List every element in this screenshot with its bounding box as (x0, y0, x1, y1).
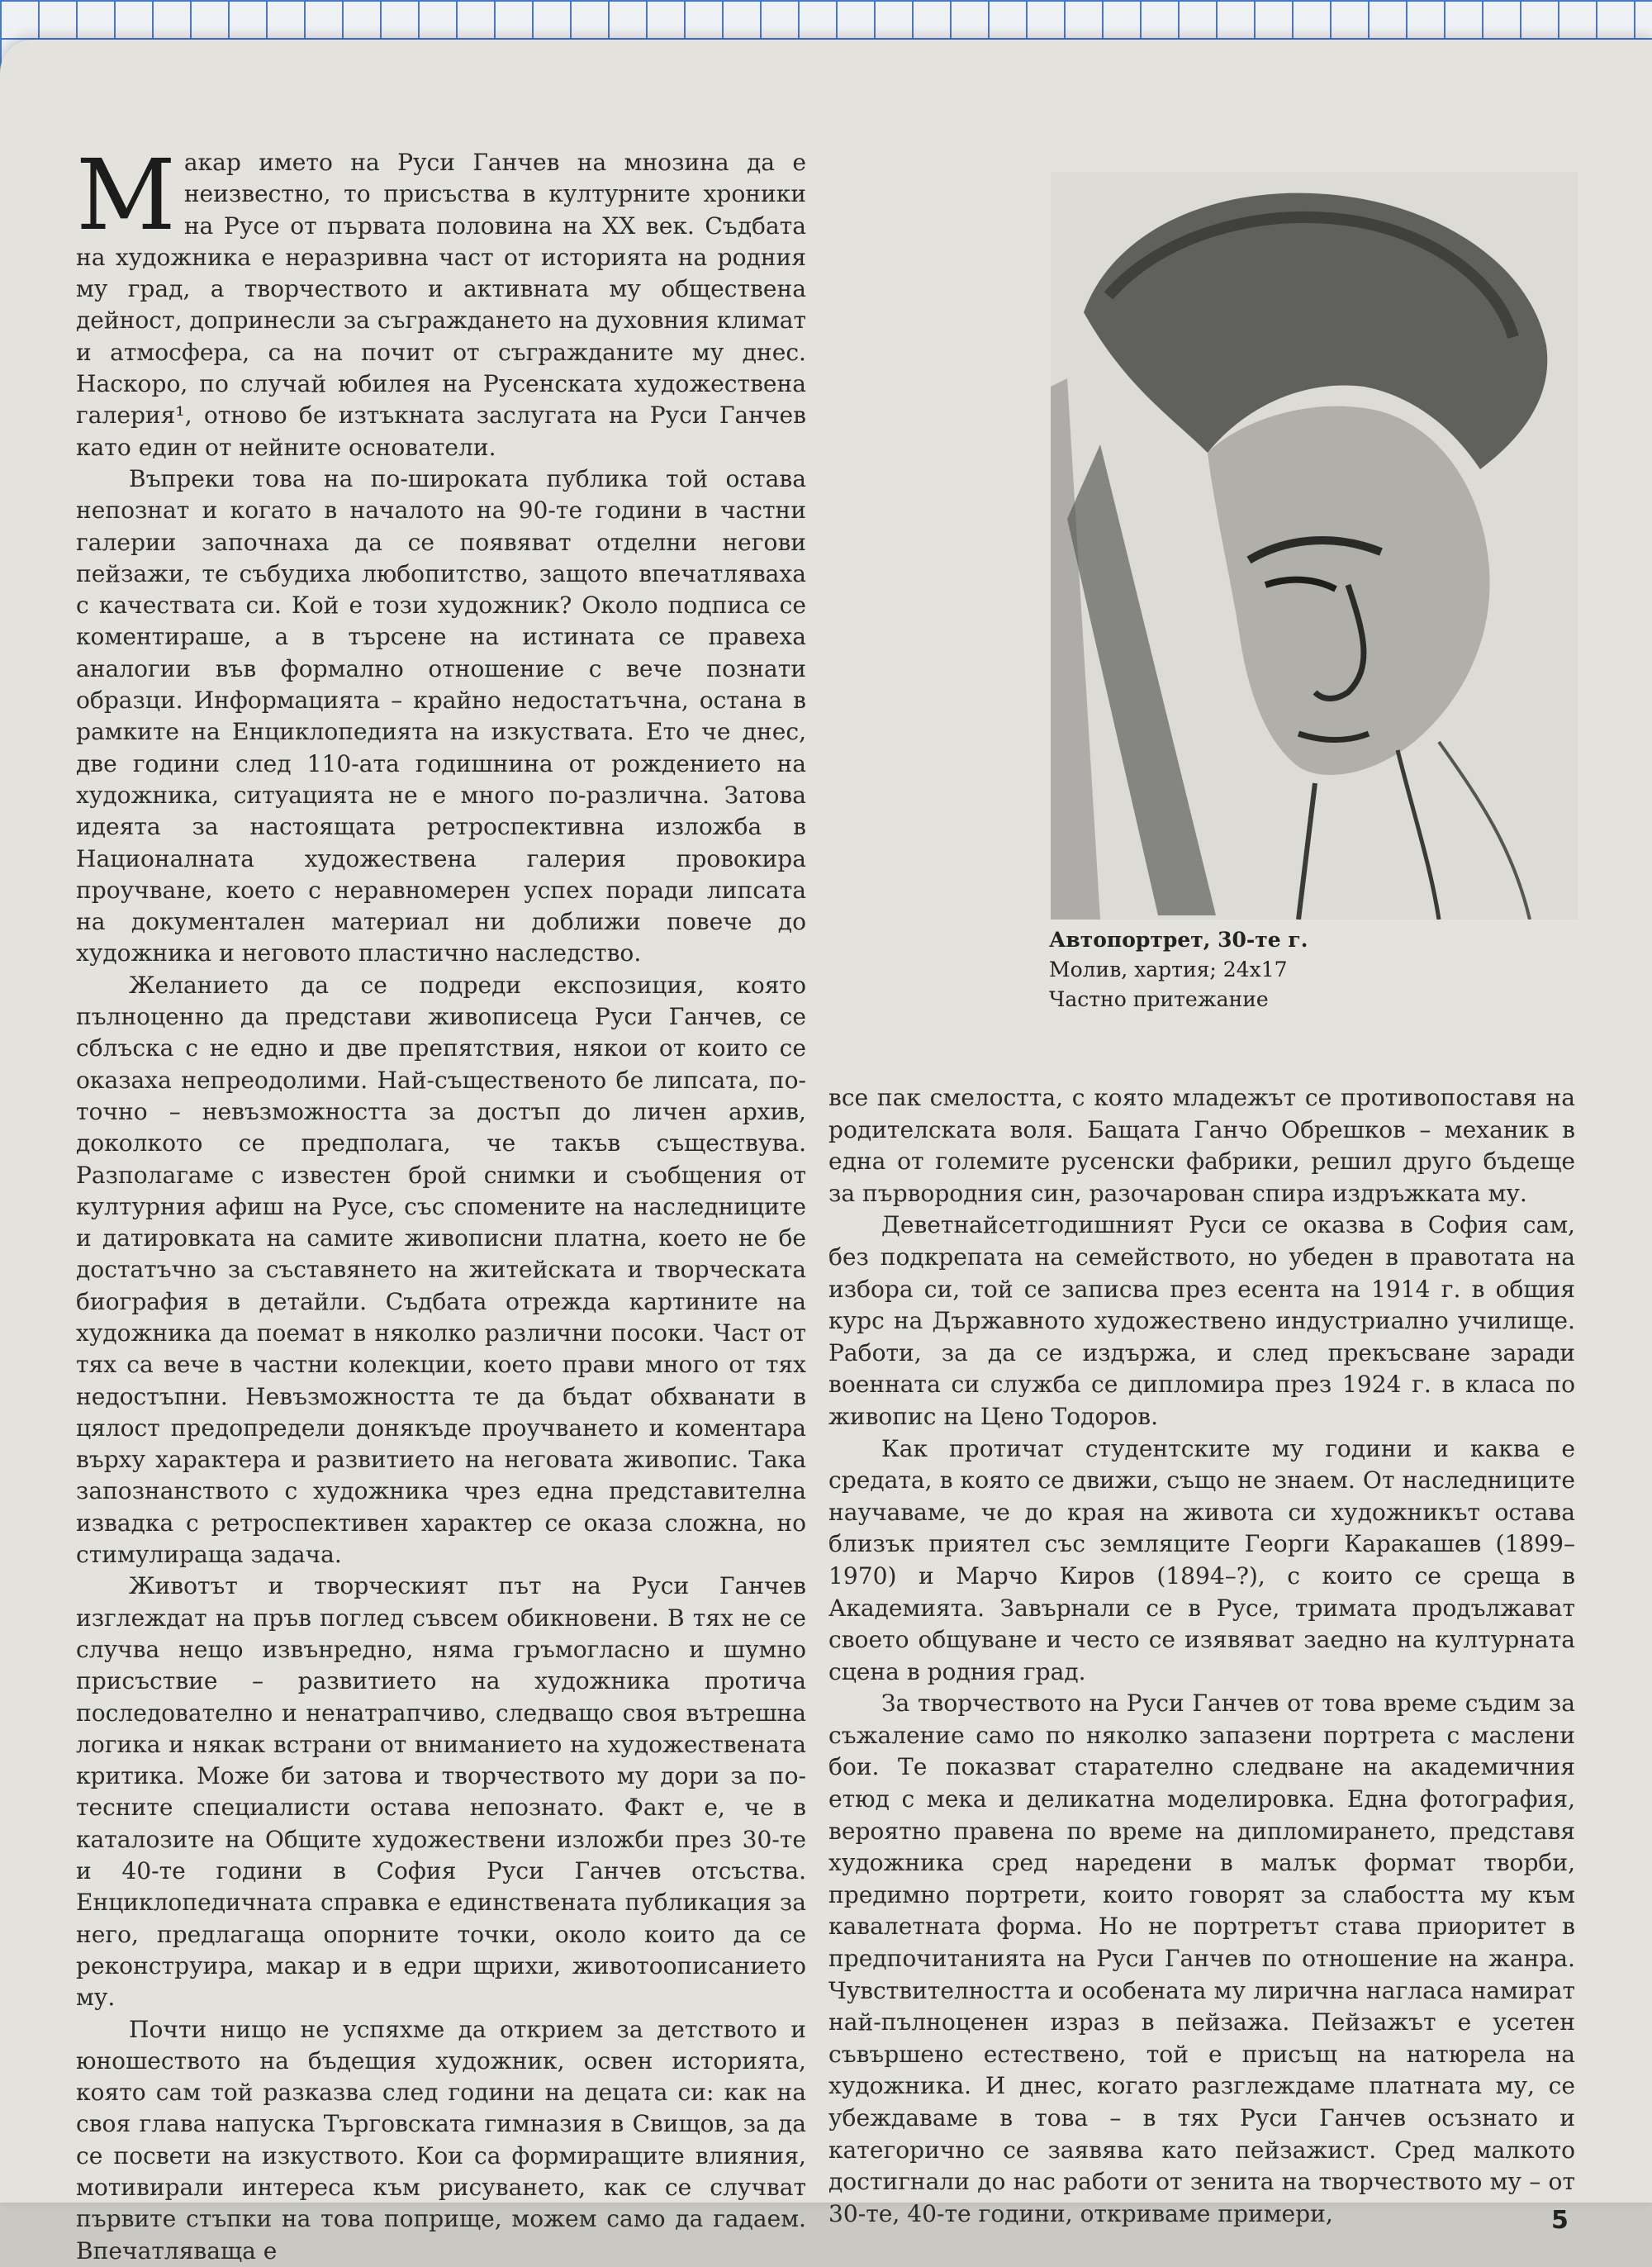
paragraph-8: Как протичат студентските му години и каква е средата, в която се движи, също не знаем. От наследниците научаваме, че до края на живота си художникът остава близък приятел със земляците Георги Каракашев (1899–1970) и Марчо Киров (1894–?), с които се среща в Академията. Завърнали се в Русе, тримата продължават своето общуване и често се изявяват заедно на културната сцена в родния град. (828, 1434, 1575, 1685)
book-page (0, 40, 1652, 2265)
drop-cap: М (76, 138, 176, 252)
paragraph-4: Животът и творческият път на Руси Ганчев изглеждат на пръв поглед съвсем обикновени. В тях не се случва нещо извънредно, няма гръмогласно и шумно присъствие – развитието на художника протича последователно и ненатрапчиво, следващо своя вътрешна логика и някак встрани от вниманието на художествената критика. Може би затова и творчеството му дори за по-тесните специалисти остава непознато. Факт е, че в каталозите на Общите художествени изложби през 30-те и 40-те години в София Руси Ганчев отсъства. Енциклопедичната справка е единствената публикация за него, предлагаща опорните точки, около които да се реконструира, макар и в едри щрихи, животоописанието му. (76, 1572, 806, 2012)
paragraph-2: Въпреки това на по-широката публика той остава непознат и когато в началото на 90-те години в частни галерии започнаха да се появяват отделни негови пейзажи, те събудиха любопитство, защото впечатляваха с качествата си. Кой е този художник? Около подписа се коментираше, а в търсене на истината се правеха аналогии във формално отношение с вече познати образци. Информацията – крайно недостатъчна, остана в рамките на Енциклопедията на изкуствата. Ето че днес, две години след 110-ата годишнина от рождението на художника, ситуацията не е много по-различна. Затова идеята за настоящата ретроспективна изложба в Националната художествена галерия провокира проучване, което с неравномерен успех поради липсата на документален материал ни доближи повече до художника и неговото пластично наследство. (76, 464, 806, 967)
paragraph-1-text: акар името на Руси Ганчев на мнозина да е неизвестно, то присъства в културните хроники на Русе от първата половина на XX век. Съдбата на художника е неразривна част от историята на родния му град, а творчеството и активната му обществена дейност, допринесли за съграждането на духовния климат и атмосфера, са на почит от съгражданите му днес. Наскоро, по случай юбилея на Русенската художествена галерия¹, отново бе изтъкната заслугата на Руси Ганчев като един от нейните основатели. (76, 149, 806, 461)
figure-caption (1049, 925, 1561, 1015)
paragraph-9: За творчеството на Руси Ганчев от това време съдим за съжаление само по няколко запазени портрета с маслени бои. Те показват старателно следване на академичния етюд с мека и деликатна моделировка. Една фотография, вероятно правена по време на дипломирането, представя художника сред наредени в малък формат творби, предимно портрети, които говорят за слабостта му към кавалетната форма. Но не портретът става приоритет в предпочитанията на Руси Ганчев по отношение на жанра. Чувствителността и особената му лирична нагласа намират най-пълноценен израз в пейзажа. Пейзажът е усетен съвършено естествено, той е присъщ на натюрела на художника. И днес, когато разглеждаме платната му, се убеждаваме в това – в тях Руси Ганчев осъзнато и категорично се заявява като пейзажист. Сред малкото достигнали до нас работи от зенита на творчеството му – от 30-те, 40-те години, откриваме примери, (828, 1690, 1575, 2227)
right-text-column (828, 1082, 1575, 2227)
paragraph-1 (76, 138, 806, 463)
self-portrait-drawing (1051, 172, 1578, 920)
page-number: 5 (1551, 2206, 1569, 2235)
caption-title: Автопортрет, 30-те г. (1049, 928, 1308, 952)
paragraph-5: Почти нищо не успяхме да открием за детството и юношеството на бъдещия художник, освен историята, която сам той разказва след години на децата си: как на своя глава напуска Търговската гимназия в Свищов, за да се посвети на изкуството. Кои са формиращите влияния, мотивирали интереса към рисуването, как се случват първите стъпки на това поприще, можем само да гадаем. Впечатляваща е (76, 2015, 806, 2265)
paragraph-6: все пак смелостта, с която младежът се противопоставя на родителската воля. Бащата Ганчо Обрешков – механик в една от големите русенски фабрики, решил друго бъдеще за първородния син, разочарован спира издръжката му. (828, 1084, 1575, 1207)
portrait-sketch (1051, 172, 1578, 920)
paragraph-3: Желанието да се подреди експозиция, която пълноценно да представи живописеца Руси Ганчев, се сблъска с не едно и две препятствия, някои от които се оказаха непреодолими. Най-същественото бе липсата, по-точно – невъзможността за достъп до личен архив, доколкото се предполага, че такъв съществува. Разполагаме с известен брой снимки и съобщения от културния афиш на Русе, със спомените на наследниците и датировката на самите живописни платна, което не бе достатъчно за съставянето на житейската и творческата биография в детайли. Съдбата отрежда картините на художника да поемат в няколко различни посоки. Част от тях са вече в частни колекции, което прави много от тях недостъпни. Невъзможността те да бъдат обхванати в цялост предопредели донякъде проучването и коментара върху характера и развитието на неговата живопис. Така запознанството с художника чрез една представителна извадка с ретроспективен характер се оказа сложна, но стимулираща задача. (76, 971, 806, 1569)
paragraph-7: Деветнайсетгодишният Руси се оказва в София сам, без подкрепата на семейството, но убеден в правотата на избора си, той се записва през есента на 1914 г. в общия курс на Държавното художествено индустриално училище. Работи, за да се издържа, и след прекъсване заради военната си служба се дипломира през 1924 г. в класа по живопис на Цено Тодоров. (828, 1211, 1575, 1430)
caption-owner: Частно притежание (1049, 987, 1269, 1011)
caption-medium: Молив, хартия; 24x17 (1049, 958, 1288, 981)
left-text-column (76, 138, 806, 2265)
